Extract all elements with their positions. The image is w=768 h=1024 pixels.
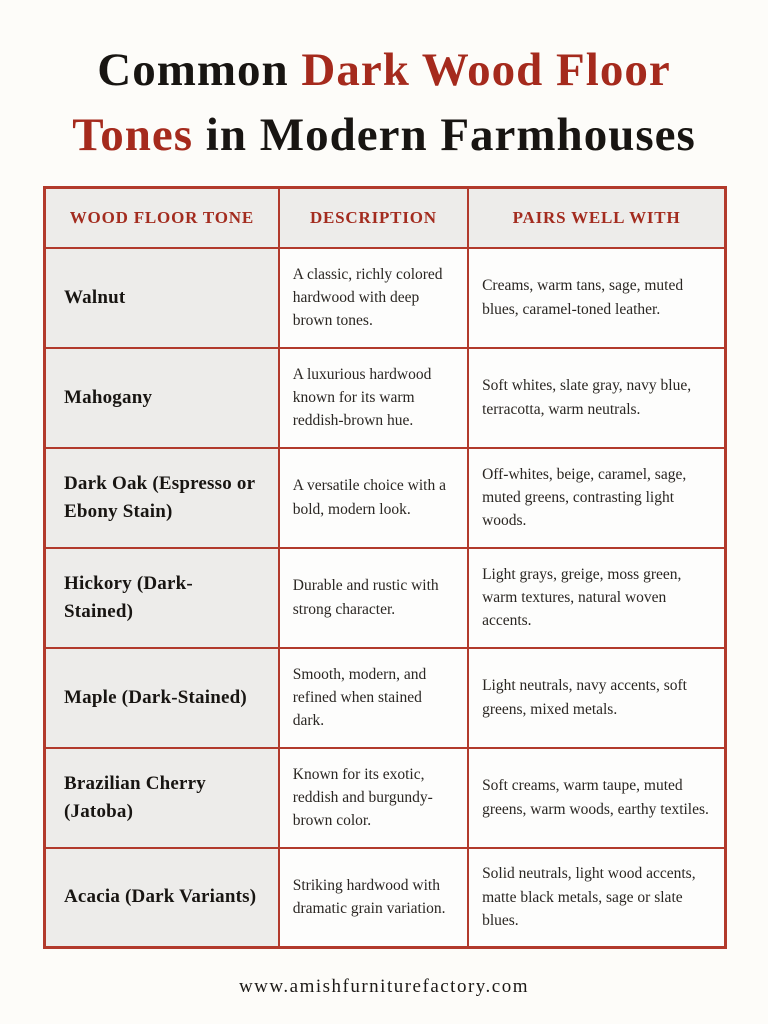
description-cell: Smooth, modern, and refined when stained dark. (279, 648, 468, 748)
table-row (45, 548, 726, 648)
pairs-cell: Solid neutrals, light wood accents, matte black metals, sage or slate blues. (468, 848, 725, 948)
pairs-cell: Creams, warm tans, sage, muted blues, caramel-toned leather. (468, 248, 725, 348)
pairs-cell: Light neutrals, navy accents, soft greens, mixed metals. (468, 648, 725, 748)
page-title (0, 38, 768, 168)
table-row (45, 248, 726, 348)
table-row (45, 348, 726, 448)
table-row (45, 848, 726, 948)
tone-cell: Hickory (Dark-Stained) (45, 548, 279, 648)
pairs-cell: Light grays, greige, moss green, warm textures, natural woven accents. (468, 548, 725, 648)
tone-cell: Mahogany (45, 348, 279, 448)
column-header-wood-floor-tone: WOOD FLOOR TONE (45, 188, 279, 248)
title-segment-black: Common (97, 44, 289, 96)
tone-cell: Maple (Dark-Stained) (45, 648, 279, 748)
tone-cell: Dark Oak (Espresso or Ebony Stain) (45, 448, 279, 548)
pairs-cell: Soft creams, warm taupe, muted greens, warm woods, earthy textiles. (468, 748, 725, 848)
description-cell: Known for its exotic, reddish and burgundy-brown color. (279, 748, 468, 848)
table-row (45, 748, 726, 848)
wood-floor-tones-table (43, 186, 727, 949)
tone-cell: Brazilian Cherry (Jatoba) (45, 748, 279, 848)
table-row (45, 448, 726, 548)
title-segment-red: Dark Wood Floor (301, 44, 671, 96)
description-cell: A versatile choice with a bold, modern look. (279, 448, 468, 548)
tone-cell: Walnut (45, 248, 279, 348)
title-segment-red: Tones (72, 108, 194, 161)
column-header-description: DESCRIPTION (279, 188, 468, 248)
tone-cell: Acacia (Dark Variants) (45, 848, 279, 948)
pairs-cell: Off-whites, beige, caramel, sage, muted greens, contrasting light woods. (468, 448, 725, 548)
description-cell: A classic, richly colored hardwood with deep brown tones. (279, 248, 468, 348)
column-header-pairs-well-with: PAIRS WELL WITH (468, 188, 725, 248)
website-url: www.amishfurniturefactory.com (238, 976, 530, 997)
description-cell: Durable and rustic with strong character. (279, 548, 468, 648)
pairs-cell: Soft whites, slate gray, navy blue, terracotta, warm neutrals. (468, 348, 725, 448)
description-cell: A luxurious hardwood known for its warm reddish-brown hue. (279, 348, 468, 448)
title-segment-black: in Modern Farmhouses (205, 108, 696, 161)
table-row (45, 648, 726, 748)
table-header-row (45, 188, 726, 248)
description-cell: Striking hardwood with dramatic grain variation. (279, 848, 468, 948)
